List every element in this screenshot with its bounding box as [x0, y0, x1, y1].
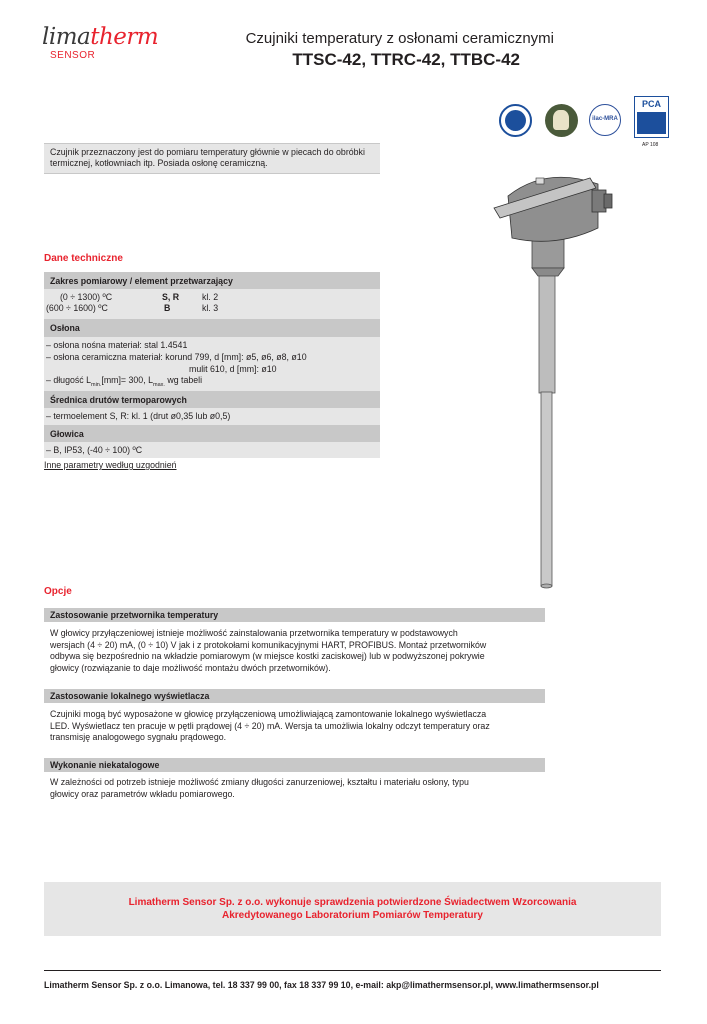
range-body: [44, 289, 380, 319]
head-body: [44, 442, 380, 458]
tech-data-table: [44, 272, 380, 458]
logo-text-lima: lima: [42, 24, 91, 50]
logo-text-therm: therm: [90, 24, 159, 50]
option-header: Wykonanie niekatalogowe: [44, 758, 545, 772]
option-text: W głowicy przyłączeniowej istnieje możliwość zainstalowania przetwornika temperatury w podstawowych wersjach (4 ÷ 20) mA, (0 ÷ 10) V jak i z protokołami komunikacyjnymi HART, PROFIBUS. Montaż przetworników odbywa się bezpośrednio na wkładzie pomiarowym (w miejsce kostki zaciskowej) lub w podwyższonej pokrywie głowicy (rozwiązanie to daje możliwość montażu dwóch przetworników).: [50, 628, 487, 673]
callout-line: Limatherm Sensor Sp. z o.o. wykonuje sprawdzenia potwierdzone Świadectwem Wzorcowania: [128, 897, 577, 908]
sheath-body: [44, 337, 380, 391]
wire-header: Średnica drutów termoparowych: [44, 391, 380, 408]
range-class: kl. 3: [202, 303, 219, 313]
page-title: TTSC-42, TTRC-42, TTBC-42: [292, 50, 520, 69]
option-header: Zastosowanie lokalnego wyświetlacza: [44, 689, 545, 703]
intro-text: Czujnik przeznaczony jest do pomiaru temperatury głównie w piecach do obróbki termicznej, kotłowniach itp. Posiada osłonę ceramiczną.: [50, 147, 365, 168]
company-logo: [42, 20, 159, 72]
sheath-length-line: – długość $L_{min.}[mm]= 300$, $L_{max.}$ wg tabeli: [46, 375, 203, 388]
range-element: B: [164, 303, 171, 313]
sheath-line: – osłona nośna materiał: stal 1.4541: [46, 340, 188, 350]
range-header: Zakres pomiarowy / element przetwarzający: [44, 272, 380, 289]
option-text: Czujniki mogą być wyposażone w głowicę przyłączeniową umożliwiającą zamontowanie lokalnego wyświetlacza LED. Wyświetlacz ten pracuje w pętli prądowej (4 ÷ 20) mA. Wersja ta umożliwia lokalny odczyt temperatury oraz transmisję analogowego sygnału prądowego.: [50, 709, 490, 743]
option-header: Zastosowanie przetwornika temperatury: [44, 608, 545, 622]
intro-box: [44, 143, 380, 174]
footer-contact: Limatherm Sensor Sp. z o.o. Limanowa, tel. 18 337 99 00, fax 18 337 99 10, e-mail: akp@limathermsensor.pl, www.limathermsensor.pl: [44, 980, 599, 990]
range-value: (600 ÷ 1600) ºC: [46, 303, 108, 313]
eagle-emblem-icon: [545, 104, 578, 137]
sheath-header: Osłona: [44, 319, 380, 337]
head-header: Głowica: [44, 425, 380, 442]
option-text: W zależności od potrzeb istnieje możliwość zmiany długości zanurzeniowej, kształtu i materiału osłony, typu głowicy oraz parametrów wkładu pomiarowego.: [50, 777, 469, 799]
ilac-mra-label: ilac-MRA: [592, 116, 618, 122]
tuv-certificate-icon: [499, 104, 532, 137]
ilac-mra-icon: [589, 104, 621, 136]
tech-data-heading: Dane techniczne: [44, 253, 123, 264]
callout-line: Akredytowanego Laboratorium Pomiarów Temperatury: [222, 910, 483, 921]
sheath-line: – osłona ceramiczna materiał: korund 799, d [mm]: ø5, ø6, ø8, ø10: [46, 352, 307, 362]
sheath-line: mulit 610, d [mm]: ø10: [189, 364, 277, 374]
page-subtitle: Czujniki temperatury z osłonami ceramicznymi: [245, 30, 554, 47]
options-heading: Opcje: [44, 586, 72, 597]
calibration-callout: [44, 882, 661, 936]
range-value: (0 ÷ 1300) ºC: [60, 292, 113, 302]
wire-body: [44, 408, 380, 425]
other-params-note: Inne parametry według uzgodnień: [44, 460, 177, 470]
logo-text-sensor: SENSOR: [50, 50, 96, 61]
pca-number: AP 108: [642, 142, 659, 148]
head-line: – B, IP53, (-40 ÷ 100) ºC: [46, 445, 143, 455]
pca-label: PCA: [641, 99, 661, 109]
range-class: kl. 2: [202, 292, 219, 302]
wire-line: – termoelement S, R: kl. 1 (drut ø0,35 lub ø0,5): [46, 411, 231, 421]
range-element: S, R: [162, 292, 180, 302]
pca-accreditation-icon: [634, 96, 669, 138]
footer-divider: [44, 970, 661, 971]
thermocouple-sensor-illustration: [486, 168, 616, 593]
